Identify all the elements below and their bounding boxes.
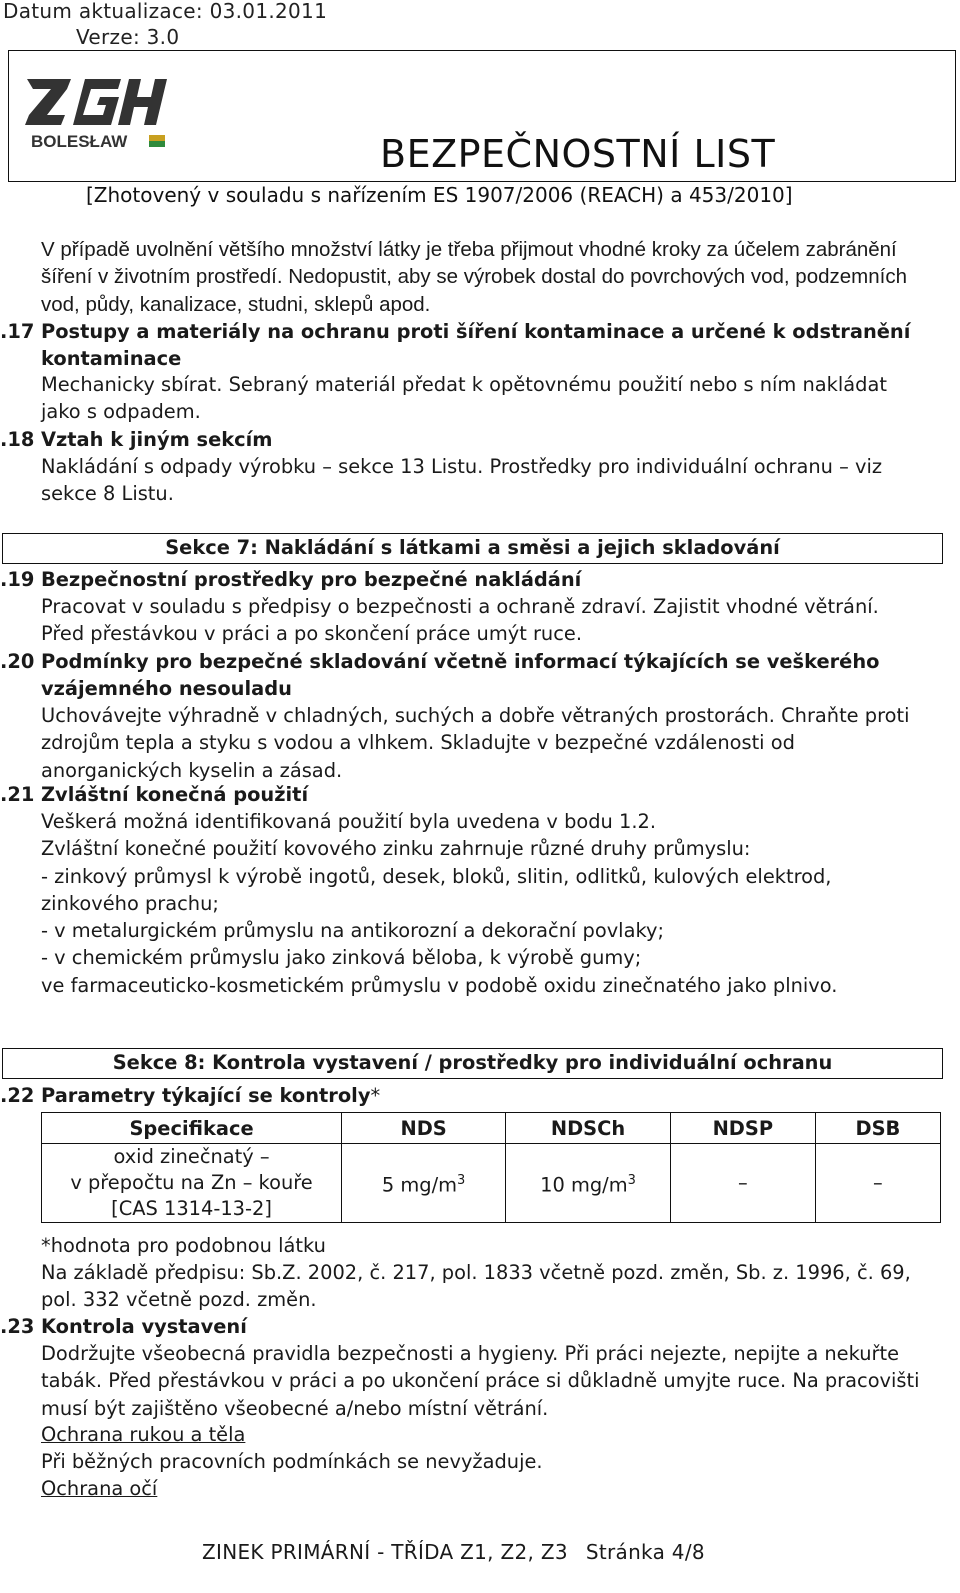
text-line: Veškerá možná identifikovaná použití byla uvedena v bodu 1.2.	[41, 810, 656, 833]
hands-protection-heading: Ochrana rukou a těla	[41, 1423, 246, 1446]
table-cell-ndsp: –	[670, 1144, 815, 1223]
column-header: DSB	[815, 1113, 940, 1144]
subsection-heading-18: .18 Vztah k jiným sekcím	[0, 428, 273, 451]
page-footer	[202, 1540, 705, 1564]
column-header: NDSCh	[506, 1113, 671, 1144]
subsection-text-20: Uchovávejte výhradně v chladných, suchých a dobře větraných prostorách. Chraňte proti zdrojům tepla a styku s vodou a vlhkem. Skladujte v bezpečné vzdálenosti od anorganických kyselin a zásad.	[41, 704, 910, 782]
table-footnote: *hodnota pro podobnou látku	[41, 1234, 326, 1257]
table-cell-dsb: –	[815, 1144, 940, 1223]
version: Verze: 3.0	[76, 25, 180, 49]
exposure-limits-table	[41, 1112, 941, 1223]
footer-product: ZINEK PRIMÁRNÍ - TŘÍDA Z1, Z2, Z3	[202, 1540, 568, 1564]
subsection-text-18: Nakládání s odpady výrobku – sekce 13 Listu. Prostředky pro individuální ochranu – viz sekce 8 Listu.	[41, 455, 883, 506]
table-row	[42, 1144, 941, 1223]
document-title: BEZPEČNOSTNÍ LIST	[380, 132, 776, 176]
column-header: NDS	[342, 1113, 506, 1144]
subsection-heading-22: .22 Parametry týkající se kontroly*	[0, 1084, 381, 1107]
section-7-heading: Sekce 7: Nakládání s látkami a směsi a jejich skladování	[2, 533, 943, 564]
company-logo	[23, 73, 173, 155]
table-cell-ndsch: 10 $mg/m^3$	[506, 1144, 671, 1223]
intro-paragraph: V případě uvolnění většího množství látky je třeba přijmout vhodné kroky za účelem zabránění šíření v životním prostředí. Nedopustit, aby se výrobek dostal do povrchových vod, podzemních vod, půdy, kanalizace, studni, sklepů apod.	[41, 238, 907, 316]
update-date: Datum aktualizace: 03.01.2011	[3, 0, 328, 23]
subsection-text-17: Mechanicky sbírat. Sebraný materiál předat k opětovnému použití nebo s ním nakládat jako s odpadem.	[41, 373, 887, 424]
subsection-heading-21: .21 Zvláštní konečná použití	[0, 783, 309, 806]
regulation-note: [Zhotovený v souladu s nařízením ES 1907/2006 (REACH) a 453/2010]	[86, 183, 793, 207]
hands-protection-text: Při běžných pracovních podmínkách se nevyžaduje.	[41, 1450, 543, 1473]
subsection-text-19: Pracovat v souladu s předpisy o bezpečnosti a ochraně zdraví. Zajistit vhodné větrání. Před přestávkou v práci a po skončení práce umýt ruce.	[41, 595, 879, 646]
subsection-heading-23: .23 Kontrola vystavení	[0, 1315, 247, 1338]
subsection-title: Postupy a materiály na ochranu proti šíření kontaminace a určené k odstranění kontaminace	[41, 320, 911, 371]
subsection-text-21	[41, 808, 921, 999]
text-line: - v chemickém průmyslu jako zinková běloba, k výrobě gumy;	[41, 946, 642, 970]
section-8-heading: Sekce 8: Kontrola vystavení / prostředky pro individuální ochranu	[2, 1048, 943, 1079]
column-header: NDSP	[670, 1113, 815, 1144]
subsection-text-23: Dodržujte všeobecná pravidla bezpečnosti a hygieny. Při práci nejezte, nepijte a nekuřte tabák. Před přestávkou v práci a po ukončení práce si důkladně umyjte ruce. Na pracovišti musí být zajištěno všeobecné a/nebo místní větrání.	[41, 1342, 920, 1420]
table-cell-nds: 5 $mg/m^3$	[342, 1144, 506, 1223]
table-cell-spec: oxid zinečnatý – v přepočtu na Zn – kouře [CAS 1314-13-2]	[42, 1144, 342, 1223]
subsection-heading-19: .19 Bezpečnostní prostředky pro bezpečné nakládání	[0, 568, 582, 591]
text-line: - zinkový průmysl k výrobě ingotů, desek, bloků, slitin, odlitků, kulových elektrod, zinkového prachu;	[41, 864, 832, 915]
subsection-heading-17	[0, 318, 940, 373]
text-line: ve farmaceuticko-kosmetickém průmyslu v podobě oxidu zinečnatého jako plnivo.	[41, 973, 838, 997]
text-line: Zvláštní konečné použití kovového zinku zahrnuje různé druhy průmyslu:	[41, 837, 751, 861]
eye-protection-heading: Ochrana očí	[41, 1477, 158, 1500]
page-number: Stránka 4/8	[585, 1540, 705, 1564]
legal-basis: Na základě předpisu: Sb.Z. 2002, č. 217, pol. 1833 včetně pozd. změn, Sb. z. 1996, č. 69, pol. 332 včetně pozd. změn.	[41, 1261, 911, 1312]
subsection-heading-20: .20 Podmínky pro bezpečné skladování včetně informací týkajících se veškerého vzájemného nesouladu	[0, 650, 880, 701]
column-header: Specifikace	[42, 1113, 342, 1144]
text-line: - v metalurgickém průmyslu na antikorozní a dekorační povlaky;	[41, 919, 664, 943]
svg-text:BOLESŁAW: BOLESŁAW	[31, 132, 128, 151]
subsection-number: .17	[0, 320, 35, 343]
